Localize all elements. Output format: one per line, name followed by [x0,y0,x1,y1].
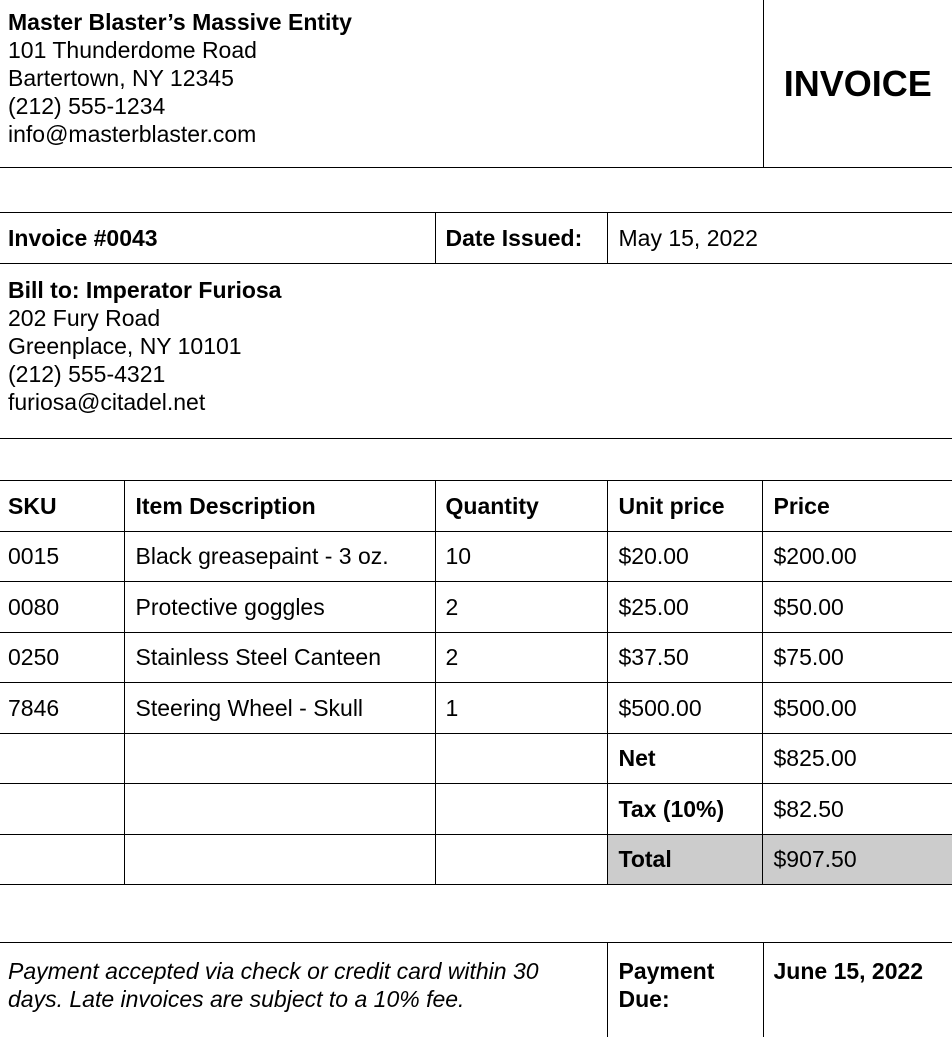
bill-to-heading: Bill to: Imperator Furiosa [8,276,952,304]
total-label: Total [607,834,762,885]
invoice-header [0,0,952,168]
sender-block [0,0,763,168]
item-sku: 0080 [0,582,124,633]
item-description: Protective goggles [124,582,435,633]
net-label: Net [607,733,762,784]
empty-cell [124,834,435,885]
tax-value: $82.50 [762,784,952,835]
bill-to-phone: (212) 555-4321 [8,360,952,388]
column-header-price: Price [762,481,952,532]
empty-cell [124,733,435,784]
payment-terms: Payment accepted via check or credit card within 30 days. Late invoices are subject to a 10% fee. [0,943,607,1037]
item-quantity: 2 [435,582,607,633]
item-sku: 7846 [0,683,124,734]
sender-email: info@masterblaster.com [8,120,763,148]
item-quantity: 1 [435,683,607,734]
column-header-quantity: Quantity [435,481,607,532]
empty-cell [435,733,607,784]
date-issued-label: Date Issued: [435,213,607,264]
summary-row-total [0,834,952,885]
sender-address-line-1: 101 Thunderdome Road [8,36,763,64]
bill-to-address-line-1: 202 Fury Road [8,304,952,332]
document-title: INVOICE [763,0,952,168]
invoice-info [0,212,952,439]
item-price: $75.00 [762,632,952,683]
table-row [0,582,952,633]
column-header-description: Item Description [124,481,435,532]
total-value: $907.50 [762,834,952,885]
empty-cell [435,784,607,835]
payment-due-label: Payment Due: [607,943,763,1037]
bill-to-address-line-2: Greenplace, NY 10101 [8,332,952,360]
empty-cell [0,784,124,835]
item-quantity: 10 [435,531,607,582]
tax-label: Tax (10%) [607,784,762,835]
item-price: $500.00 [762,683,952,734]
item-sku: 0015 [0,531,124,582]
table-row [0,531,952,582]
empty-cell [124,784,435,835]
item-price: $50.00 [762,582,952,633]
payment-terms-table [0,942,952,1037]
empty-cell [435,834,607,885]
sender-name: Master Blaster’s Massive Entity [8,8,763,36]
empty-cell [0,733,124,784]
item-description: Steering Wheel - Skull [124,683,435,734]
items-header-row [0,481,952,532]
invoice-number: Invoice #0043 [0,213,435,264]
empty-cell [0,834,124,885]
items-table [0,480,952,885]
item-price: $200.00 [762,531,952,582]
summary-row-tax [0,784,952,835]
item-description: Stainless Steel Canteen [124,632,435,683]
payment-due-date: June 15, 2022 [763,943,952,1037]
column-header-unit-price: Unit price [607,481,762,532]
item-quantity: 2 [435,632,607,683]
sender-address-line-2: Bartertown, NY 12345 [8,64,763,92]
bill-to-email: furiosa@citadel.net [8,388,952,416]
item-unit-price: $500.00 [607,683,762,734]
item-unit-price: $37.50 [607,632,762,683]
net-value: $825.00 [762,733,952,784]
item-unit-price: $20.00 [607,531,762,582]
sender-phone: (212) 555-1234 [8,92,763,120]
bill-to-block [0,264,952,439]
item-description: Black greasepaint - 3 oz. [124,531,435,582]
date-issued-value: May 15, 2022 [607,213,952,264]
table-row [0,683,952,734]
summary-row-net [0,733,952,784]
table-row [0,632,952,683]
item-unit-price: $25.00 [607,582,762,633]
item-sku: 0250 [0,632,124,683]
column-header-sku: SKU [0,481,124,532]
